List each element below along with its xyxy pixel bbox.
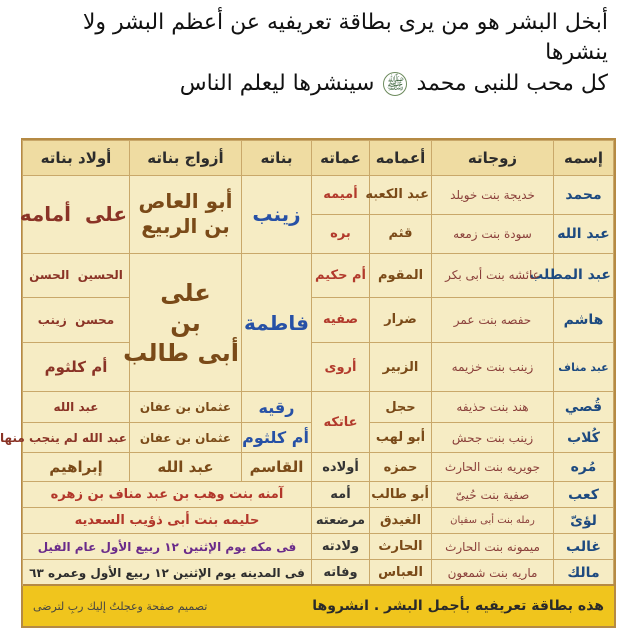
- wife-cell: رمله بنت أبى سفيان: [432, 508, 554, 534]
- footer-credit: تصميم صفحة وعجلتُ إليك ربِ لترضى: [33, 599, 208, 613]
- genealogy-table: [0, 140, 614, 586]
- header-daughters: بناته: [242, 141, 312, 176]
- son-ibrahim: إبراهيم: [23, 453, 130, 482]
- prophet-seal-icon: ﷺ: [383, 72, 407, 96]
- name-cell: هاشم: [554, 298, 614, 342]
- mother-text: آمنه بنت وهب بن عبد مناف بن زهره: [23, 482, 312, 508]
- uncle-cell: الغيدق: [370, 508, 432, 534]
- table-row: [23, 392, 614, 422]
- header-husbands: أزواج بناته: [130, 141, 242, 176]
- aunt-cell: عاتكه: [312, 392, 370, 453]
- uncle-cell: أبو طالب: [370, 482, 432, 508]
- table-row: [23, 298, 614, 342]
- birth-text: فى مكه يوم الإثنين ١٢ ربيع الأول عام الفيل: [23, 534, 312, 560]
- name-cell: محمد: [554, 176, 614, 215]
- daughter-zainab: زينب: [242, 176, 312, 254]
- wife-cell: ماريه بنت شمعون: [432, 560, 554, 586]
- aunt-cell: بره: [312, 214, 370, 253]
- uncle-cell: الزبير: [370, 342, 432, 392]
- header-line-2: ينشرها: [545, 40, 608, 65]
- footer-banner: [23, 584, 614, 626]
- wife-cell: زينب بنت خزيمه: [432, 342, 554, 392]
- name-cell: قُصي: [554, 392, 614, 422]
- sons-label: أولاده: [312, 453, 370, 482]
- grandchild-ali: على: [84, 202, 127, 227]
- grandchild-zainab: زينب: [37, 312, 67, 327]
- uncle-cell: المقوم: [370, 253, 432, 297]
- wife-cell: ميمونه بنت الحارث: [432, 534, 554, 560]
- name-cell: لؤىّ: [554, 508, 614, 534]
- uncle-cell: الحارث: [370, 534, 432, 560]
- table-row: [23, 560, 614, 586]
- aunt-cell: أم حكيم: [312, 253, 370, 297]
- header-line-1: أبخل البشر هو من يرى بطاقة تعريفيه عن أعظم البشر ولا: [82, 10, 608, 35]
- husband-ali: [123, 253, 242, 392]
- name-cell: غالب: [554, 534, 614, 560]
- grandchild-muhsin: محسن: [75, 312, 115, 327]
- table-row: [23, 253, 614, 297]
- name-cell: عبد المطلب: [554, 253, 614, 297]
- husband-abu-al-aas-line1: أبو العاص: [138, 189, 233, 214]
- no-children-note: لم ينجب منها: [0, 430, 78, 445]
- table-row: [23, 482, 614, 508]
- uncle-cell: حمزه: [370, 453, 432, 482]
- wife-cell: سودة بنت زمعه: [432, 214, 554, 253]
- header-line-3: [21, 68, 608, 100]
- table-row: [23, 534, 614, 560]
- husband-ali-line3: أبى طالب: [123, 338, 239, 367]
- birth-label: ولادته: [312, 534, 370, 560]
- mother-label: أمه: [312, 482, 370, 508]
- name-cell: كعب: [554, 482, 614, 508]
- header-aunts: عماته: [312, 141, 370, 176]
- wife-cell: خديجة بنت خويلد: [432, 176, 554, 215]
- table-header-row: [23, 141, 614, 176]
- nurse-text: حليمه بنت أبى ذؤيب السعديه: [23, 508, 312, 534]
- footer-main-text: هذه بطاقة تعريفيه بأجمل البشر . انشروها: [312, 598, 604, 614]
- name-cell: مُره: [554, 453, 614, 482]
- header-line-3-end: سينشرها ليعلم الناس: [179, 71, 375, 96]
- wife-cell: عائشه بنت أبى بكر: [432, 253, 554, 297]
- wife-cell: جويريه بنت الحارث: [432, 453, 554, 482]
- nurse-label: مرضعته: [312, 508, 370, 534]
- name-cell: عبد الله: [554, 214, 614, 253]
- wife-cell: صفية بنت حُيىّ: [432, 482, 554, 508]
- uncle-cell: ضرار: [370, 298, 432, 342]
- table-row: [23, 453, 614, 482]
- wife-cell: حفصه بنت عمر: [432, 298, 554, 342]
- header-wives: زوجاته: [432, 141, 554, 176]
- husband-uthman-1: عثمان بن عفان: [130, 392, 242, 422]
- aunt-cell: صفيه: [312, 298, 370, 342]
- header-grandchildren: أولاد بناته: [23, 141, 130, 176]
- daughter-umm-kulthum: أم كلثوم: [242, 422, 312, 452]
- grandchild-hasan: الحسن: [29, 268, 70, 283]
- name-cell: عبد مناف: [554, 342, 614, 392]
- uncle-cell: قثم: [370, 214, 432, 253]
- wife-cell: هند بنت حذيفه: [432, 392, 554, 422]
- death-text: فى المدينه يوم الإثنين ١٢ ربيع الأول وعمره ٦٣: [23, 560, 312, 586]
- table-row: [23, 342, 614, 392]
- name-cell: مالك: [554, 560, 614, 586]
- name-cell: كُلاب: [554, 422, 614, 452]
- husband-ali-line1: على: [160, 278, 211, 307]
- uncle-cell: العباس: [370, 560, 432, 586]
- grandchildren-hasan-husayn: [23, 253, 130, 297]
- husband-abu-al-aas: [130, 176, 242, 254]
- aunt-cell: أميمه: [312, 176, 370, 215]
- death-label: وفاته: [312, 560, 370, 586]
- daughter-fatima: فاطمة: [242, 253, 312, 392]
- grandchild-umm-kulthum: أم كلثوم: [23, 342, 130, 392]
- genealogy-card: [0, 138, 616, 628]
- uncle-cell: أبو لهب: [370, 422, 432, 452]
- grandchild-husayn: الحسين: [77, 268, 123, 283]
- wife-cell: زينب بنت جحش: [432, 422, 554, 452]
- grandchildren-muhsin-zainab: [23, 298, 130, 342]
- husband-abu-al-aas-line2: بن الربيع: [141, 214, 230, 239]
- daughter-ruqayya: رقيه: [242, 392, 312, 422]
- uncle-cell: عبد الكعبه: [370, 176, 432, 215]
- grandchild-abdullah-2: عبد الله: [82, 430, 127, 445]
- grandchild-abdullah: عبد الله: [23, 392, 130, 422]
- header-uncles: أعمامه: [370, 141, 432, 176]
- table-row: [23, 176, 614, 215]
- uncle-cell: حجل: [370, 392, 432, 422]
- grandchildren-no-children: [0, 422, 130, 452]
- grandchildren-zainab: [19, 176, 130, 254]
- header-line-3-start: كل محب للنبى محمد: [416, 71, 608, 96]
- table-row: [23, 508, 614, 534]
- grandchild-umama: أمامه: [19, 202, 71, 227]
- husband-uthman-2: عثمان بن عفان: [130, 422, 242, 452]
- son-qasim: القاسم: [242, 453, 312, 482]
- aunt-cell: أروى: [312, 342, 370, 392]
- son-abdullah: عبد الله: [130, 453, 242, 482]
- header-text: [21, 8, 608, 126]
- husband-ali-line2: بن: [170, 308, 201, 337]
- header-name: إسمه: [554, 141, 614, 176]
